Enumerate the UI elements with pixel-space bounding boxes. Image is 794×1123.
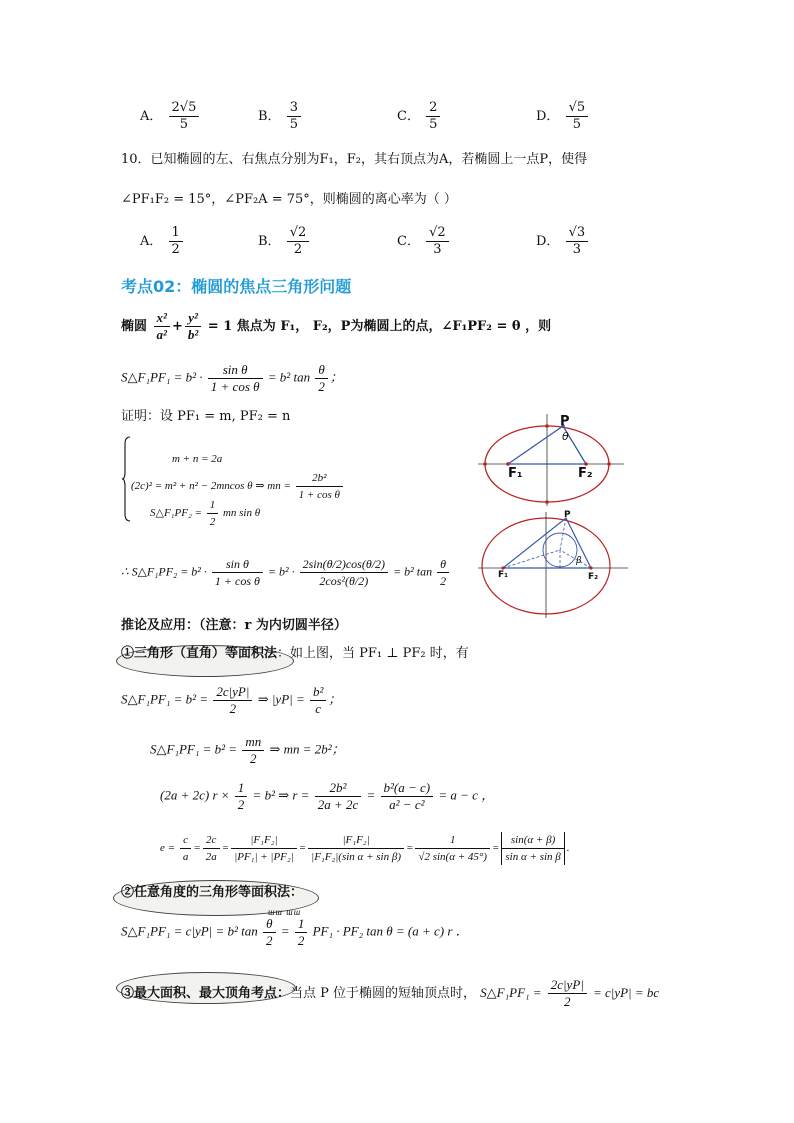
q9-options <box>140 100 201 133</box>
method3-den: 2 <box>564 994 571 1009</box>
method1-line2 <box>150 734 345 767</box>
method1-l4-n3: |F₁F₂| <box>231 832 297 849</box>
diagram2-p-label: P <box>564 510 571 520</box>
ellipse-diagram-1 <box>478 410 638 510</box>
method3-rest: 当点 P 位于椭圆的短轴顶点时， <box>290 986 477 1001</box>
proof-eq3 <box>150 497 260 530</box>
q9-option-a[interactable] <box>140 100 201 132</box>
area-formula-den: 1 + cos θ <box>210 379 260 394</box>
method1-l4-end: . <box>566 842 570 855</box>
intro-y2: y² <box>185 310 201 327</box>
q9-c-den: 5 <box>429 117 438 132</box>
proof-eq2-text: (2c)² = m² + n² − 2mncos θ ⇒ mn = <box>131 480 291 493</box>
q10-b-num: √2 <box>287 225 310 242</box>
method1-l3-mid: = b² ⇒ r = <box>252 787 310 803</box>
therefore-tden: 2 <box>440 574 447 588</box>
q10-d-den: 3 <box>572 242 581 257</box>
area-formula-lhs: S△F₁PF₁ = b² · <box>121 369 203 385</box>
q9-b-den: 5 <box>289 117 298 132</box>
intro-a2: a² <box>156 327 167 342</box>
method1-line1 <box>121 684 341 717</box>
area-formula-num: sin θ <box>208 362 263 379</box>
intro-x2: x² <box>154 310 170 327</box>
method1-l3-num: 1 <box>235 780 248 797</box>
method1-l3-num2: 2b² <box>315 780 362 797</box>
method1-l3-eq: = <box>366 787 376 803</box>
method2-formula <box>121 916 469 949</box>
method2-vector-marks: ɯɯ ɯɯ <box>268 907 302 917</box>
intro-prefix: 椭圆 <box>121 319 148 334</box>
method2-hden: 2 <box>297 933 305 948</box>
method1-line4: e = $\frac{c}{a}$ = $\frac{2c}{2a}$ = $\frac{\text{|F₁F₂|}}{\text{|PF₁| + |PF₂|}}$ = $\frac{\text{|F₁F₂|}}{\text{|F₁F₂|(sin α + sin β)}}$ = $\frac{1}{√2 \sin(\alpha + 45^\circ)}$ = $\frac{\sin(\alpha + \beta)}{\text{sin α + sin β}}$ . <box>160 834 570 863</box>
diagram1-f2-label: F₂ <box>578 466 593 481</box>
q10-option-a[interactable] <box>140 225 185 258</box>
proof-eq2-den: 1 + cos θ <box>298 489 340 501</box>
q9-a-den: 5 <box>179 117 189 132</box>
intro-b2: b² <box>187 327 199 342</box>
method1-l3-end: = a − c ， <box>438 787 495 803</box>
diagram2-beta-label: β <box>576 556 582 566</box>
method2-end: PF₁ · PF₂ tan θ = (a + c) r ． <box>312 923 469 939</box>
therefore-lhs: ∴ S△F₁PF₂ = b² · <box>121 564 207 579</box>
method3-end: = c|yP| = bc <box>592 985 660 1000</box>
method1-l4-d4: |F₁F₂|(sin α + sin β) <box>311 851 401 863</box>
brace-icon <box>121 436 131 522</box>
method1-title <box>121 645 469 663</box>
q9-b-num: 3 <box>287 100 301 117</box>
q10-d-label: D． <box>536 234 560 249</box>
therefore-num1: sin θ <box>212 556 263 573</box>
q9-option-c[interactable] <box>397 100 442 133</box>
method2-hnum: 1 <box>295 916 308 933</box>
area-formula-tden: 2 <box>318 379 325 394</box>
therefore-den2: 2cos²(θ/2) <box>319 574 369 588</box>
proof-brace <box>121 436 131 522</box>
method1-l4-n5: 1 <box>415 832 490 849</box>
therefore-num2: 2sin(θ/2)cos(θ/2) <box>300 556 388 573</box>
therefore-tnum: θ <box>437 556 449 573</box>
q9-c-num: 2 <box>426 100 440 117</box>
q10-c-label: C． <box>397 234 420 249</box>
q10-a-label: A． <box>140 234 163 249</box>
method3-title: ③最大面积、最大顶角考点： <box>121 986 291 1001</box>
method1-l4-d1: a <box>182 851 189 863</box>
method3-line <box>121 977 659 1010</box>
diagram1-p-label: P <box>560 414 570 429</box>
q10-c-den: 3 <box>433 242 442 257</box>
method2-mid: = <box>280 923 290 939</box>
area-formula <box>121 362 343 395</box>
q10-a-num: 1 <box>169 225 183 242</box>
q9-option-b[interactable] <box>258 100 303 133</box>
section-heading: 考点02：椭圆的焦点三角形问题 <box>121 277 352 296</box>
method1-l3-num3: b²(a − c) <box>381 780 434 797</box>
method1-l1-num2: b² <box>310 684 326 701</box>
method1-l3-den3: a² − c² <box>389 797 425 812</box>
method1-l2-num: mn <box>242 734 264 751</box>
diagram1-theta-label: θ <box>562 430 569 443</box>
method3-num: 2c|yP| <box>548 977 587 994</box>
method3-lhs: S△F₁PF₁ = <box>480 985 542 1000</box>
proof-eq2-num: 2b² <box>296 470 343 487</box>
method1-title-rest: ：如上图，当 PF₁ ⊥ PF₂ 时，有 <box>277 646 469 661</box>
q10-b-den: 2 <box>293 242 303 257</box>
q10-option-c[interactable] <box>397 225 451 258</box>
proof-eq3-den: 2 <box>209 516 216 528</box>
method1-l4-d6: sin α + sin β <box>505 851 561 863</box>
method2-tnum: θ <box>263 916 276 933</box>
intro-line: 椭圆 $\frac{\text{x²}}{\text{a²}}$ + $\frac{\text{y²}}{\text{b²}}$ = 1 焦点为 F₁， F₂，P为椭圆上的点，∠F₁PF₂ = θ ，则 <box>121 310 552 342</box>
q10-option-d[interactable] <box>536 225 590 258</box>
proof-eq3-num: 1 <box>207 497 219 514</box>
proof-eq1: m + n = 2a <box>172 453 223 465</box>
proof-eq3-text: S△F₁PF₂ = <box>150 507 202 520</box>
method1-l3-den: 2 <box>237 797 245 812</box>
therefore-line <box>121 556 451 589</box>
method1-line3 <box>160 780 494 813</box>
method1-l4-d3: |PF₁| + |PF₂| <box>234 851 294 863</box>
method1-l1-mid: ⇒ |yP| = <box>257 691 305 707</box>
method1-l4-lhs: e = <box>160 842 176 855</box>
method1-l1-den2: c <box>315 701 322 716</box>
method1-l2-den: 2 <box>250 751 257 766</box>
diagram2-f2-label: F₂ <box>588 572 599 582</box>
q9-d-den: 5 <box>572 117 581 132</box>
method1-l4-n6: sin(α + β) <box>502 832 563 849</box>
method2-lhs: S△F₁PF₁ = c|yP| = b² tan <box>121 923 258 939</box>
q10-stem-line1: 10．已知椭圆的左、右焦点分别为F₁，F₂，其右顶点为A，若椭圆上一点P，使得 <box>121 152 588 167</box>
q10-b-label: B． <box>258 234 281 249</box>
therefore-mid: = b² · <box>267 564 295 579</box>
therefore-end: = b² tan <box>393 564 433 579</box>
q10-stem-line2: ∠PF₁F₂ = 15°，∠PF₂A = 75°，则椭圆的离心率为（ ） <box>121 192 457 207</box>
ellipse-diagram-2 <box>478 508 638 620</box>
method1-l4-d2: 2a <box>205 851 217 863</box>
q10-a-den: 2 <box>171 242 180 257</box>
method1-l3-lhs: (2a + 2c) r × <box>160 787 230 803</box>
method1-l3-den2: 2a + 2c <box>317 797 359 812</box>
method1-l4-d5: √2 sin(α + 45°) <box>418 851 487 863</box>
diagram2-f1-label: F₁ <box>498 570 509 580</box>
q9-option-d[interactable] <box>536 100 590 133</box>
q9-a-num: 2√5 <box>169 100 200 117</box>
method1-l1-end: ； <box>328 691 342 707</box>
therefore-den1: 1 + cos θ <box>214 574 260 588</box>
area-formula-tnum: θ <box>315 362 328 379</box>
method1-l1-den: 2 <box>229 701 237 716</box>
corollary-title: 推论及应用：（注意：r 为内切圆半径） <box>121 618 347 633</box>
method1-l4-n4: |F₁F₂| <box>308 832 404 849</box>
q9-b-label: B． <box>258 109 281 124</box>
area-formula-end: ； <box>329 369 343 385</box>
method1-l2-lhs: S△F₁PF₁ = b² = <box>150 741 238 757</box>
q10-d-num: √3 <box>566 225 589 242</box>
q9-d-label: D． <box>536 109 560 124</box>
diagram1-f1-label: F₁ <box>508 466 523 481</box>
q10-c-num: √2 <box>426 225 449 242</box>
q9-d-num: √5 <box>566 100 589 117</box>
method1-l1-lhs: S△F₁PF₁ = b² = <box>121 691 209 707</box>
proof-eq3-end: mn sin θ <box>222 507 261 520</box>
q9-a-label: A． <box>140 109 163 124</box>
intro-mid: = 1 焦点为 F₁， F₂，P为椭圆上的点，∠F₁PF₂ = θ ，则 <box>207 319 552 334</box>
method1-l4-n1: c <box>180 832 192 849</box>
method1-l1-num: 2c|yP| <box>213 684 252 701</box>
q9-c-label: C． <box>397 109 420 124</box>
proof-title: 证明：设 PF₁ = m, PF₂ = n <box>121 409 291 424</box>
method1-l2-end: ⇒ mn = 2b²； <box>269 741 345 757</box>
method1-l4-n2: 2c <box>203 832 220 849</box>
method2-title: ②任意角度的三角形等面积法： <box>121 885 304 900</box>
method1-title-bold: ①三角形（直角）等面积法 <box>121 646 278 661</box>
q10-option-b[interactable] <box>258 225 311 258</box>
area-formula-mid: = b² tan <box>267 369 311 385</box>
method2-tden: 2 <box>266 933 273 948</box>
